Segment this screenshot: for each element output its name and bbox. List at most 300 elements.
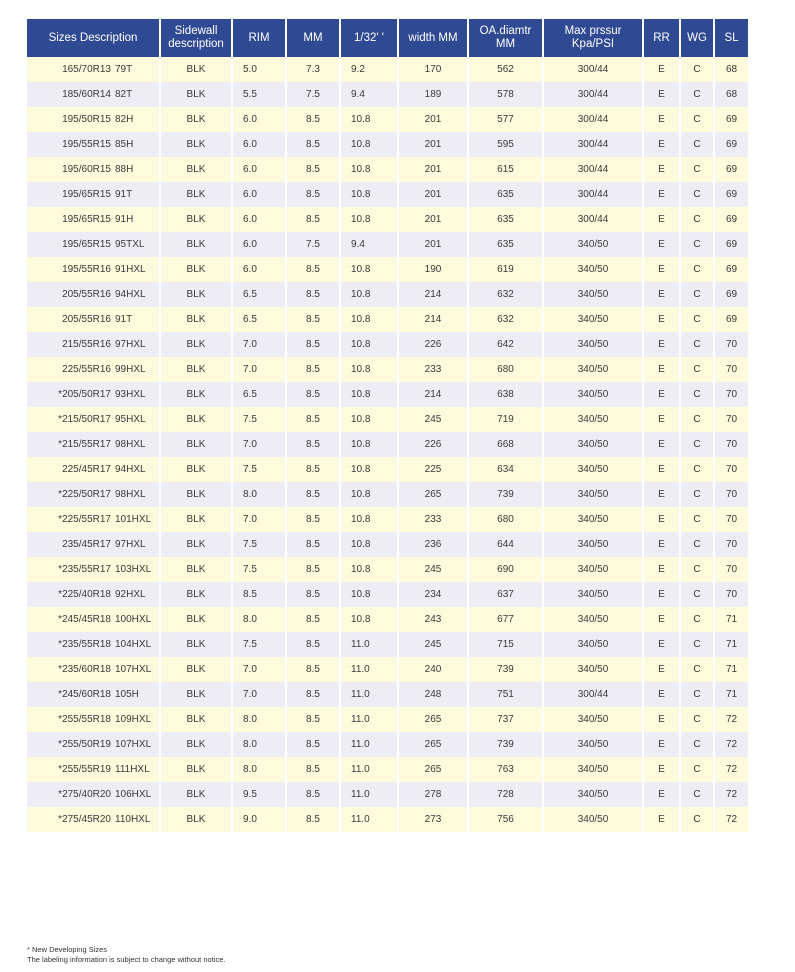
- cell-max-pressure: 340/50: [543, 807, 643, 832]
- cell-rr: E: [643, 257, 680, 282]
- cell-sl: 70: [714, 532, 748, 557]
- cell-tread-32nds: 10.8: [340, 282, 398, 307]
- table-row: [27, 482, 748, 507]
- load-speed-index: 91H: [115, 214, 134, 225]
- cell-width-mm: 245: [398, 557, 468, 582]
- footnote-new-sizes: * New Developing Sizes: [27, 945, 108, 954]
- cell-overall-diameter: 680: [468, 507, 543, 532]
- cell-sidewall: BLK: [160, 757, 232, 782]
- cell-rim: 7.5: [232, 457, 286, 482]
- header-sidewall-description: Sidewall description: [160, 19, 232, 57]
- cell-sl: 68: [714, 82, 748, 107]
- cell-wg: C: [680, 682, 714, 707]
- cell-tread-mm: 8.5: [286, 532, 340, 557]
- cell-sidewall: BLK: [160, 182, 232, 207]
- tire-size: 225/45R17: [62, 464, 111, 475]
- cell-max-pressure: 340/50: [543, 457, 643, 482]
- cell-width-mm: 214: [398, 382, 468, 407]
- cell-tread-32nds: 11.0: [340, 782, 398, 807]
- load-speed-index: 104HXL: [115, 639, 152, 650]
- cell-max-pressure: 340/50: [543, 532, 643, 557]
- cell-overall-diameter: 615: [468, 157, 543, 182]
- cell-tread-32nds: 9.2: [340, 57, 398, 82]
- cell-tread-32nds: 10.8: [340, 432, 398, 457]
- load-speed-index: 91T: [115, 314, 133, 325]
- cell-wg: C: [680, 257, 714, 282]
- cell-max-pressure: 340/50: [543, 432, 643, 457]
- table-row: [27, 357, 748, 382]
- table-row: [27, 507, 748, 532]
- cell-wg: C: [680, 482, 714, 507]
- load-speed-index: 94HXL: [115, 464, 146, 475]
- cell-tread-mm: 8.5: [286, 307, 340, 332]
- table-header-row: [27, 19, 748, 57]
- cell-rr: E: [643, 557, 680, 582]
- load-speed-index: 107HXL: [115, 739, 152, 750]
- cell-rim: 7.0: [232, 507, 286, 532]
- cell-sidewall: BLK: [160, 232, 232, 257]
- cell-size-description: [27, 432, 160, 457]
- cell-width-mm: 248: [398, 682, 468, 707]
- cell-wg: C: [680, 557, 714, 582]
- cell-overall-diameter: 619: [468, 257, 543, 282]
- cell-tread-32nds: 10.8: [340, 107, 398, 132]
- table-row: [27, 682, 748, 707]
- cell-sl: 70: [714, 382, 748, 407]
- cell-max-pressure: 340/50: [543, 732, 643, 757]
- tire-size: *235/55R17: [58, 564, 111, 575]
- cell-wg: C: [680, 207, 714, 232]
- load-speed-index: 107HXL: [115, 664, 152, 675]
- cell-rr: E: [643, 307, 680, 332]
- cell-rim: 8.0: [232, 482, 286, 507]
- cell-rr: E: [643, 407, 680, 432]
- cell-size-description: [27, 757, 160, 782]
- cell-max-pressure: 300/44: [543, 157, 643, 182]
- cell-sl: 69: [714, 307, 748, 332]
- cell-max-pressure: 300/44: [543, 182, 643, 207]
- cell-wg: C: [680, 57, 714, 82]
- cell-size-description: [27, 457, 160, 482]
- cell-tread-32nds: 10.8: [340, 257, 398, 282]
- cell-wg: C: [680, 432, 714, 457]
- cell-wg: C: [680, 607, 714, 632]
- cell-rr: E: [643, 182, 680, 207]
- tire-size: *225/40R18: [58, 589, 111, 600]
- cell-wg: C: [680, 657, 714, 682]
- cell-rr: E: [643, 482, 680, 507]
- cell-max-pressure: 340/50: [543, 507, 643, 532]
- cell-sl: 71: [714, 657, 748, 682]
- cell-tread-mm: 8.5: [286, 632, 340, 657]
- cell-wg: C: [680, 582, 714, 607]
- cell-tread-mm: 8.5: [286, 482, 340, 507]
- cell-sidewall: BLK: [160, 682, 232, 707]
- cell-size-description: [27, 282, 160, 307]
- cell-sl: 70: [714, 407, 748, 432]
- tire-size: 195/50R15: [62, 114, 111, 125]
- tire-size: *255/55R19: [58, 764, 111, 775]
- cell-size-description: [27, 157, 160, 182]
- cell-tread-32nds: 10.8: [340, 332, 398, 357]
- table-row: [27, 607, 748, 632]
- cell-overall-diameter: 715: [468, 632, 543, 657]
- cell-size-description: [27, 57, 160, 82]
- cell-width-mm: 265: [398, 757, 468, 782]
- cell-rim: 8.5: [232, 582, 286, 607]
- tire-size: 195/65R15: [62, 214, 111, 225]
- cell-sl: 69: [714, 207, 748, 232]
- tire-size: *215/50R17: [58, 414, 111, 425]
- cell-rr: E: [643, 532, 680, 557]
- cell-tread-mm: 8.5: [286, 157, 340, 182]
- cell-rr: E: [643, 232, 680, 257]
- cell-wg: C: [680, 707, 714, 732]
- cell-sidewall: BLK: [160, 157, 232, 182]
- cell-tread-32nds: 10.8: [340, 307, 398, 332]
- cell-rr: E: [643, 207, 680, 232]
- cell-tread-32nds: 10.8: [340, 557, 398, 582]
- cell-width-mm: 225: [398, 457, 468, 482]
- cell-max-pressure: 340/50: [543, 707, 643, 732]
- cell-tread-32nds: 9.4: [340, 232, 398, 257]
- load-speed-index: 100HXL: [115, 614, 152, 625]
- cell-sl: 71: [714, 682, 748, 707]
- cell-max-pressure: 340/50: [543, 757, 643, 782]
- cell-sl: 70: [714, 507, 748, 532]
- cell-sl: 70: [714, 457, 748, 482]
- cell-tread-32nds: 11.0: [340, 732, 398, 757]
- cell-overall-diameter: 635: [468, 232, 543, 257]
- cell-size-description: [27, 382, 160, 407]
- cell-rr: E: [643, 282, 680, 307]
- cell-rr: E: [643, 682, 680, 707]
- cell-sidewall: BLK: [160, 207, 232, 232]
- load-speed-index: 101HXL: [115, 514, 152, 525]
- load-speed-index: 91T: [115, 189, 133, 200]
- cell-tread-mm: 8.5: [286, 257, 340, 282]
- cell-rr: E: [643, 332, 680, 357]
- cell-overall-diameter: 751: [468, 682, 543, 707]
- load-speed-index: 91HXL: [115, 264, 146, 275]
- cell-tread-mm: 8.5: [286, 782, 340, 807]
- cell-overall-diameter: 719: [468, 407, 543, 432]
- cell-tread-32nds: 10.8: [340, 457, 398, 482]
- cell-rim: 6.0: [232, 232, 286, 257]
- cell-rr: E: [643, 157, 680, 182]
- table-row: [27, 232, 748, 257]
- cell-tread-mm: 8.5: [286, 132, 340, 157]
- cell-overall-diameter: 634: [468, 457, 543, 482]
- cell-overall-diameter: 562: [468, 57, 543, 82]
- cell-sl: 72: [714, 707, 748, 732]
- cell-rim: 6.0: [232, 182, 286, 207]
- cell-rr: E: [643, 732, 680, 757]
- cell-tread-32nds: 10.8: [340, 382, 398, 407]
- cell-size-description: [27, 632, 160, 657]
- cell-sidewall: BLK: [160, 407, 232, 432]
- tire-spec-table: [27, 19, 748, 832]
- cell-overall-diameter: 737: [468, 707, 543, 732]
- cell-rim: 6.5: [232, 307, 286, 332]
- cell-tread-32nds: 11.0: [340, 757, 398, 782]
- cell-sidewall: BLK: [160, 357, 232, 382]
- cell-tread-32nds: 11.0: [340, 807, 398, 832]
- cell-wg: C: [680, 532, 714, 557]
- cell-overall-diameter: 638: [468, 382, 543, 407]
- cell-sl: 69: [714, 157, 748, 182]
- cell-width-mm: 201: [398, 157, 468, 182]
- cell-sl: 71: [714, 632, 748, 657]
- load-speed-index: 93HXL: [115, 389, 146, 400]
- table-row: [27, 407, 748, 432]
- cell-overall-diameter: 595: [468, 132, 543, 157]
- cell-max-pressure: 300/44: [543, 132, 643, 157]
- cell-rim: 7.0: [232, 332, 286, 357]
- load-speed-index: 92HXL: [115, 589, 146, 600]
- cell-tread-mm: 7.5: [286, 232, 340, 257]
- table-row: [27, 657, 748, 682]
- table-row: [27, 807, 748, 832]
- cell-tread-32nds: 10.8: [340, 182, 398, 207]
- cell-overall-diameter: 680: [468, 357, 543, 382]
- table-row: [27, 782, 748, 807]
- cell-size-description: [27, 507, 160, 532]
- cell-overall-diameter: 577: [468, 107, 543, 132]
- cell-wg: C: [680, 82, 714, 107]
- cell-width-mm: 214: [398, 282, 468, 307]
- tire-size: *235/60R18: [58, 664, 111, 675]
- cell-max-pressure: 340/50: [543, 307, 643, 332]
- cell-max-pressure: 340/50: [543, 257, 643, 282]
- cell-tread-mm: 8.5: [286, 707, 340, 732]
- cell-sl: 69: [714, 257, 748, 282]
- cell-tread-32nds: 10.8: [340, 132, 398, 157]
- load-speed-index: 82T: [115, 89, 133, 100]
- cell-wg: C: [680, 307, 714, 332]
- cell-tread-mm: 7.3: [286, 57, 340, 82]
- cell-wg: C: [680, 182, 714, 207]
- tire-size: 195/55R15: [62, 139, 111, 150]
- tire-size: 195/60R15: [62, 164, 111, 175]
- table-row: [27, 582, 748, 607]
- cell-tread-mm: 8.5: [286, 657, 340, 682]
- load-speed-index: 88H: [115, 164, 134, 175]
- cell-tread-32nds: 11.0: [340, 657, 398, 682]
- table-row: [27, 382, 748, 407]
- load-speed-index: 103HXL: [115, 564, 152, 575]
- cell-overall-diameter: 644: [468, 532, 543, 557]
- cell-size-description: [27, 532, 160, 557]
- cell-tread-mm: 8.5: [286, 682, 340, 707]
- cell-sl: 69: [714, 282, 748, 307]
- cell-rim: 6.0: [232, 207, 286, 232]
- cell-max-pressure: 340/50: [543, 382, 643, 407]
- cell-wg: C: [680, 332, 714, 357]
- cell-wg: C: [680, 282, 714, 307]
- cell-tread-32nds: 10.8: [340, 582, 398, 607]
- table-body: [27, 57, 748, 832]
- tire-size: 195/55R16: [62, 264, 111, 275]
- cell-wg: C: [680, 157, 714, 182]
- load-speed-index: 98HXL: [115, 489, 146, 500]
- cell-rim: 7.0: [232, 657, 286, 682]
- header-width-mm: width MM: [398, 19, 468, 57]
- cell-tread-mm: 8.5: [286, 107, 340, 132]
- cell-sidewall: BLK: [160, 457, 232, 482]
- cell-max-pressure: 340/50: [543, 607, 643, 632]
- cell-rim: 7.5: [232, 632, 286, 657]
- cell-rr: E: [643, 432, 680, 457]
- cell-sl: 70: [714, 332, 748, 357]
- cell-max-pressure: 340/50: [543, 232, 643, 257]
- cell-sl: 70: [714, 432, 748, 457]
- cell-sidewall: BLK: [160, 657, 232, 682]
- load-speed-index: 111HXL: [115, 764, 150, 775]
- tire-size: 195/65R15: [62, 189, 111, 200]
- cell-tread-32nds: 11.0: [340, 632, 398, 657]
- cell-sidewall: BLK: [160, 307, 232, 332]
- cell-sidewall: BLK: [160, 57, 232, 82]
- header-max-pressure: Max prssur Kpa/PSI: [543, 19, 643, 57]
- table-row: [27, 257, 748, 282]
- cell-rim: 7.0: [232, 357, 286, 382]
- cell-overall-diameter: 637: [468, 582, 543, 607]
- header-size-description: Sizes Description: [27, 19, 160, 57]
- cell-tread-mm: 8.5: [286, 607, 340, 632]
- tire-size: *245/45R18: [58, 614, 111, 625]
- cell-size-description: [27, 407, 160, 432]
- cell-width-mm: 226: [398, 332, 468, 357]
- cell-overall-diameter: 739: [468, 657, 543, 682]
- cell-wg: C: [680, 382, 714, 407]
- cell-rim: 9.0: [232, 807, 286, 832]
- load-speed-index: 97HXL: [115, 539, 146, 550]
- header-rr: RR: [643, 19, 680, 57]
- tire-size: 215/55R16: [62, 339, 111, 350]
- cell-rim: 7.5: [232, 407, 286, 432]
- cell-wg: C: [680, 807, 714, 832]
- load-speed-index: 97HXL: [115, 339, 146, 350]
- cell-rim: 7.0: [232, 432, 286, 457]
- cell-max-pressure: 340/50: [543, 282, 643, 307]
- load-speed-index: 94HXL: [115, 289, 146, 300]
- cell-max-pressure: 340/50: [543, 657, 643, 682]
- cell-tread-mm: 8.5: [286, 757, 340, 782]
- table-row: [27, 207, 748, 232]
- cell-tread-32nds: 9.4: [340, 82, 398, 107]
- cell-width-mm: 265: [398, 732, 468, 757]
- tire-size: *205/50R17: [58, 389, 111, 400]
- cell-tread-mm: 8.5: [286, 382, 340, 407]
- cell-tread-mm: 8.5: [286, 182, 340, 207]
- cell-overall-diameter: 668: [468, 432, 543, 457]
- tire-size: 205/55R16: [62, 314, 111, 325]
- cell-overall-diameter: 642: [468, 332, 543, 357]
- cell-rr: E: [643, 457, 680, 482]
- cell-tread-mm: 8.5: [286, 432, 340, 457]
- footnotes: [27, 945, 225, 965]
- cell-rim: 6.0: [232, 107, 286, 132]
- cell-wg: C: [680, 507, 714, 532]
- cell-sl: 72: [714, 757, 748, 782]
- cell-sidewall: BLK: [160, 532, 232, 557]
- table-row: [27, 332, 748, 357]
- cell-sl: 69: [714, 107, 748, 132]
- cell-overall-diameter: 739: [468, 732, 543, 757]
- load-speed-index: 98HXL: [115, 439, 146, 450]
- load-speed-index: 105H: [115, 689, 139, 700]
- cell-width-mm: 273: [398, 807, 468, 832]
- footnote-disclaimer: The labeling information is subject to change without notice.: [27, 955, 226, 964]
- cell-max-pressure: 300/44: [543, 82, 643, 107]
- cell-sl: 69: [714, 132, 748, 157]
- cell-wg: C: [680, 407, 714, 432]
- load-speed-index: 95TXL: [115, 239, 145, 250]
- cell-overall-diameter: 690: [468, 557, 543, 582]
- cell-size-description: [27, 332, 160, 357]
- cell-size-description: [27, 682, 160, 707]
- cell-wg: C: [680, 357, 714, 382]
- table-row: [27, 632, 748, 657]
- cell-tread-32nds: 10.8: [340, 157, 398, 182]
- cell-wg: C: [680, 232, 714, 257]
- load-speed-index: 110HXL: [115, 814, 151, 825]
- cell-width-mm: 233: [398, 507, 468, 532]
- tire-size: 185/60R14: [62, 89, 111, 100]
- cell-wg: C: [680, 457, 714, 482]
- cell-sl: 69: [714, 182, 748, 207]
- header-rim: RIM: [232, 19, 286, 57]
- cell-sl: 72: [714, 732, 748, 757]
- cell-rr: E: [643, 582, 680, 607]
- load-speed-index: 106HXL: [115, 789, 152, 800]
- cell-sidewall: BLK: [160, 782, 232, 807]
- cell-tread-mm: 8.5: [286, 507, 340, 532]
- cell-rr: E: [643, 707, 680, 732]
- table-row: [27, 57, 748, 82]
- cell-max-pressure: 300/44: [543, 57, 643, 82]
- cell-overall-diameter: 728: [468, 782, 543, 807]
- cell-size-description: [27, 657, 160, 682]
- table-row: [27, 307, 748, 332]
- cell-sidewall: BLK: [160, 707, 232, 732]
- cell-rr: E: [643, 82, 680, 107]
- cell-size-description: [27, 707, 160, 732]
- cell-sidewall: BLK: [160, 482, 232, 507]
- table-row: [27, 282, 748, 307]
- cell-rr: E: [643, 782, 680, 807]
- cell-rim: 8.0: [232, 757, 286, 782]
- tire-size: 225/55R16: [62, 364, 111, 375]
- cell-width-mm: 201: [398, 182, 468, 207]
- tire-size: *275/45R20: [58, 814, 111, 825]
- cell-rim: 6.0: [232, 257, 286, 282]
- cell-rr: E: [643, 132, 680, 157]
- cell-width-mm: 170: [398, 57, 468, 82]
- cell-overall-diameter: 632: [468, 282, 543, 307]
- cell-width-mm: 245: [398, 632, 468, 657]
- cell-size-description: [27, 482, 160, 507]
- table-row: [27, 532, 748, 557]
- cell-max-pressure: 340/50: [543, 407, 643, 432]
- table-row: [27, 432, 748, 457]
- tire-size: *215/55R17: [58, 439, 111, 450]
- cell-tread-32nds: 10.8: [340, 357, 398, 382]
- tire-size: 165/70R13: [62, 64, 111, 75]
- cell-width-mm: 214: [398, 307, 468, 332]
- cell-tread-32nds: 11.0: [340, 707, 398, 732]
